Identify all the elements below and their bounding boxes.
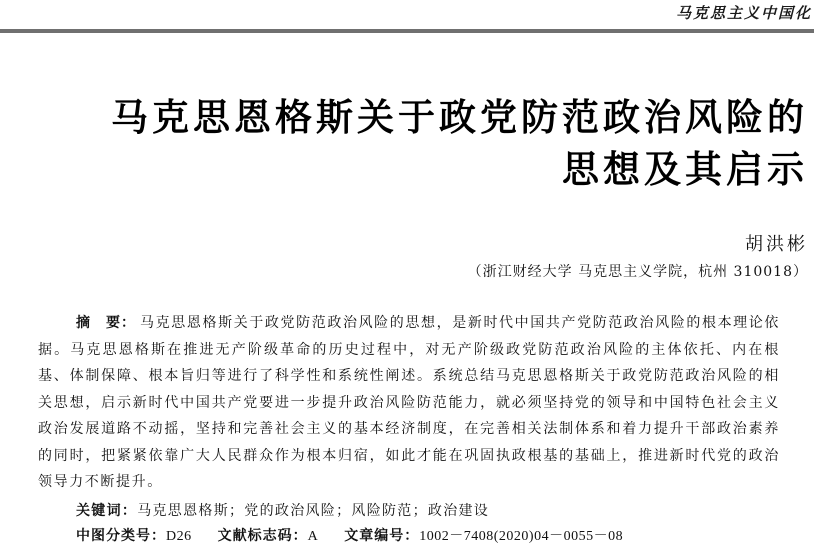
article-title-line-2: 思想及其启示 xyxy=(562,148,808,191)
author-affiliation: （浙江财经大学 马克思主义学院，杭州 310018） xyxy=(467,264,808,280)
keywords xyxy=(76,500,489,520)
article-title xyxy=(111,92,808,196)
keywords-text: 马克思恩格斯；党的政治风险；风险防范；政治建设 xyxy=(137,503,490,519)
article-title-line-1: 马克思恩格斯关于政党防范政治风险的 xyxy=(111,96,808,139)
abstract xyxy=(38,310,780,496)
clc-label: 中图分类号： xyxy=(76,528,166,544)
document-code-value: A xyxy=(307,529,319,544)
document-code-label: 文献标志码： xyxy=(217,528,308,544)
classification-line xyxy=(76,525,623,545)
keywords-label: 关键词： xyxy=(76,503,138,519)
clc-value: D26 xyxy=(166,529,192,544)
author-name: 胡洪彬 xyxy=(745,234,808,255)
journal-section-header: 马克思主义中国化 xyxy=(675,4,812,22)
abstract-label: 摘 要： xyxy=(76,315,137,331)
article-number-value: 1002－7408(2020)04－0055－08 xyxy=(419,529,624,544)
abstract-text: 马克思恩格斯关于政党防范政治风险的思想，是新时代中国共产党防范政治风险的根本理论依据。马克思恩格斯在推进无产阶级革命的历史过程中，对无产阶级政党防范政治风险的主体依托、内在根基、体制保障、根本旨归等进行了科学性和系统性阐述。系统总结马克思恩格斯关于政党防范政治风险的相关思想，启示新时代中国共产党要进一步提升政治风险防范能力，就必须坚持党的领导和中国特色社会主义政治发展道路不动摇，坚持和完善社会主义的基本经济制度，在完善相关法制体系和着力提升干部政治素养的同时，把紧紧依靠广大人民群众作为根本归宿，如此才能在巩固执政根基的基础上，推进新时代党的政治领导力不断提升。 xyxy=(38,315,780,490)
header-rule xyxy=(0,29,814,33)
article-number-label: 文章编号： xyxy=(344,528,420,544)
